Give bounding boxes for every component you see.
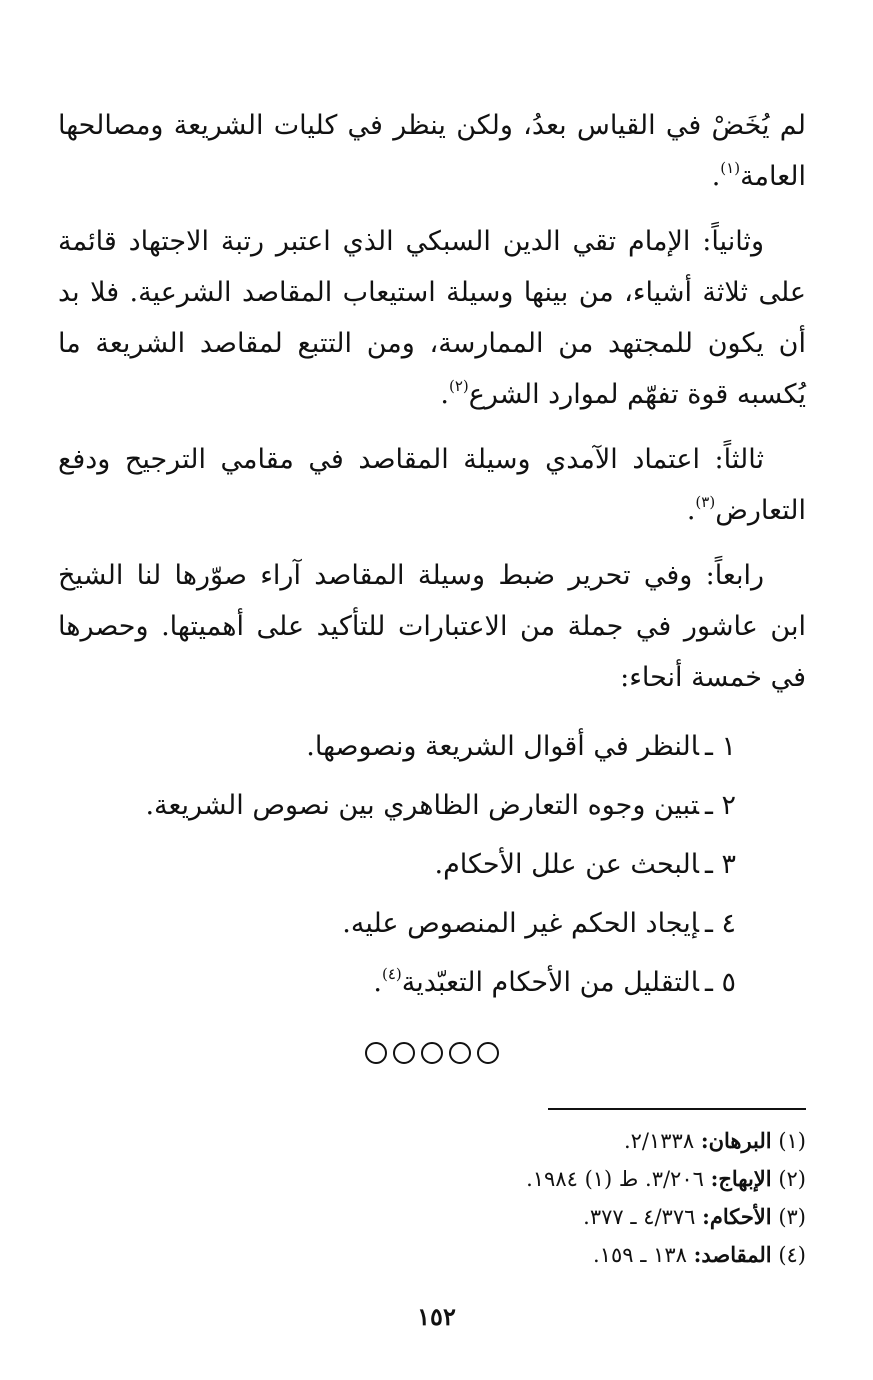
- section-divider-ornament: [58, 1042, 806, 1070]
- list-item-text: تبين وجوه التعارض الظاهري بين نصوص الشريعة.: [145, 790, 699, 821]
- list-item-end: .: [373, 967, 382, 998]
- footnote-number: (٢): [778, 1167, 806, 1191]
- paragraph-3-end: .: [686, 495, 696, 526]
- list-item-text: النظر في أقوال الشريعة ونصوصها.: [306, 731, 699, 762]
- list-item-text: التقليل من الأحكام التعبّدية: [401, 967, 699, 998]
- footnote-source: الأحكام:: [702, 1204, 772, 1229]
- footnote-3: [58, 1198, 806, 1236]
- footnote-reference: ١٣٨ ـ ١٥٩.: [593, 1243, 687, 1267]
- list-item-text: البحث عن علل الأحكام.: [434, 849, 699, 880]
- numbered-list: [58, 717, 806, 1012]
- footnote-reference: ٢/١٣٣٨.: [623, 1129, 695, 1153]
- paragraph-3-text: ثالثاً: اعتماد الآمدي وسيلة المقاصد في مقامي الترجيح ودفع التعارض: [58, 444, 806, 526]
- ring-ornament-icon: [393, 1042, 415, 1064]
- footnote-reference: ٤/٣٧٦ ـ ٣٧٧.: [583, 1205, 696, 1229]
- footnote-marker-2[interactable]: (٢): [448, 377, 469, 395]
- page-number: ١٥٢: [417, 1302, 456, 1331]
- footnote-number: (٣): [778, 1205, 806, 1229]
- footnote-divider: [548, 1108, 806, 1110]
- footnote-4: [58, 1236, 806, 1274]
- paragraph-2-end: .: [440, 379, 449, 410]
- paragraph-4: [58, 550, 806, 703]
- ring-ornament-icon: [449, 1042, 471, 1064]
- footnote-number: (٤): [778, 1243, 806, 1267]
- paragraph-3: [58, 434, 806, 536]
- footnote-source: المقاصد:: [693, 1242, 772, 1267]
- list-item-number: ٣ ـ: [704, 849, 736, 880]
- ring-ornament-icon: [477, 1042, 499, 1064]
- footnote-source: البرهان:: [700, 1128, 772, 1153]
- footnote-marker-4[interactable]: (٤): [381, 965, 402, 983]
- footnote-marker-3[interactable]: (٣): [695, 493, 716, 511]
- ring-ornament-icon: [421, 1042, 443, 1064]
- paragraph-2-text: وثانياً: الإمام تقي الدين السبكي الذي اعتبر رتبة الاجتهاد قائمة على ثلاثة أشياء، من بينها وسيلة استيعاب المقاصد الشرعية. فلا بد أن يكون للمجتهد من الممارسة، ومن التتبع لمقاصد الشريعة ما يُكسبه قوة تفهّم لموارد الشرع: [58, 226, 806, 410]
- list-item: [58, 953, 806, 1012]
- list-item-text: إيجاد الحكم غير المنصوص عليه.: [342, 908, 699, 939]
- list-item: [58, 717, 806, 776]
- paragraph-4-text: رابعاً: وفي تحرير ضبط وسيلة المقاصد آراء صوّرها لنا الشيخ ابن عاشور في جملة من الاعتبارات للتأكيد على أهميتها. وحصرها في خمسة أنحاء:: [58, 560, 806, 693]
- paragraph-2: [58, 216, 806, 420]
- footnote-marker-1[interactable]: (١): [720, 159, 741, 177]
- paragraph-1-text: لم يُخَضْ في القياس بعدُ، ولكن ينظر في كليات الشريعة ومصالحها العامة: [58, 110, 806, 192]
- footnote-1: [58, 1122, 806, 1160]
- footnote-number: (١): [778, 1129, 806, 1153]
- list-item-number: ٥ ـ: [704, 967, 736, 998]
- footnote-source: الإبهاج:: [710, 1166, 772, 1191]
- footnote-reference: ٣/٢٠٦. ط (١) ١٩٨٤.: [526, 1167, 704, 1191]
- footnotes-section: [58, 1108, 806, 1274]
- list-item-number: ١ ـ: [704, 731, 736, 762]
- ring-ornament-icon: [365, 1042, 387, 1064]
- main-text: [58, 100, 806, 1070]
- list-item: [58, 776, 806, 835]
- paragraph-1-end: .: [711, 161, 721, 192]
- list-item-number: ٢ ـ: [704, 790, 736, 821]
- list-item: [58, 835, 806, 894]
- footnote-2: [58, 1160, 806, 1198]
- list-item-number: ٤ ـ: [704, 908, 736, 939]
- paragraph-1: [58, 100, 806, 202]
- list-item: [58, 894, 806, 953]
